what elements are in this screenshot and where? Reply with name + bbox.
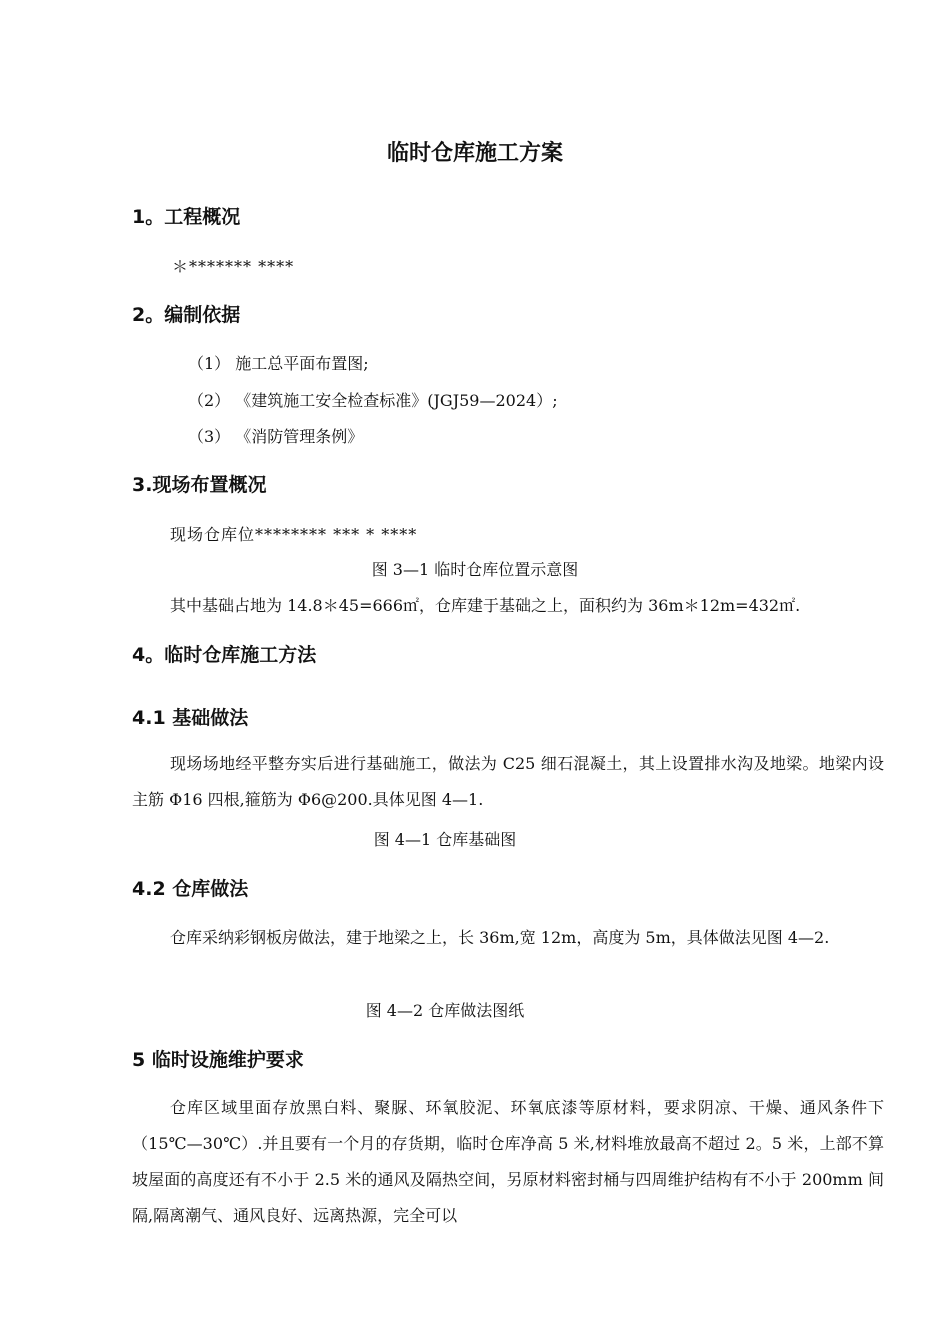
section-4-heading: 4。临时仓库施工方法 (132, 644, 317, 666)
basis-item-2: （2） 《建筑施工安全检查标准》(JGJ59—2024）; (188, 391, 558, 410)
section-4-2-heading: 4.2 仓库做法 (132, 878, 249, 900)
section-4-2-body: 仓库采纳彩钢板房做法，建于地梁之上，长 36m,宽 12m，高度为 5m，具体做法见图 4—2. (170, 928, 830, 947)
section-1-body: ＊******* **** (172, 257, 295, 276)
section-3-heading: 3.现场布置概况 (132, 474, 267, 496)
section-3-body-2: 其中基础占地为 14.8＊45=666㎡，仓库建于基础之上，面积约为 36m＊12m=432㎡. (170, 596, 801, 615)
section-2-heading: 2。编制依据 (132, 304, 241, 326)
section-4-1-body: 现场场地经平整夯实后进行基础施工，做法为 C25 细石混凝土，其上设置排水沟及地梁。地梁内设主筋 Φ16 四根,箍筋为 Φ6@200.具体见图 4—1. (132, 754, 884, 809)
basis-item-3: （3） 《消防管理条例》 (188, 427, 364, 446)
document-title: 临时仓库施工方案 (386, 141, 563, 166)
basis-item-1: （1） 施工总平面布置图; (188, 354, 369, 373)
section-4-1-heading: 4.1 基础做法 (132, 707, 249, 729)
section-1-heading: 1。工程概况 (132, 206, 241, 228)
figure-3-1-caption: 图 3—1 临时仓库位置示意图 (371, 560, 579, 579)
figure-4-2-caption: 图 4—2 仓库做法图纸 (365, 1001, 525, 1020)
section-3-body: 现场仓库位******** *** * **** (170, 525, 418, 544)
section-5-heading: 5 临时设施维护要求 (132, 1049, 304, 1071)
figure-4-1-caption: 图 4—1 仓库基础图 (373, 830, 517, 849)
section-5-body: 仓库区域里面存放黑白料、聚脲、环氧胶泥、环氧底漆等原材料，要求阴凉、干燥、通风条件下（15℃—30℃）.并且要有一个月的存货期，临时仓库净高 5 米,材料堆放最高不超过 2。5 米，上部不算坡屋面的高度还有不小于 2.5 米的通风及隔热空间，另原材料密封桶与四周维护结构有不小于 200mm 间隔,隔离潮气、通风良好、远离热源，完全可以 (132, 1098, 884, 1225)
